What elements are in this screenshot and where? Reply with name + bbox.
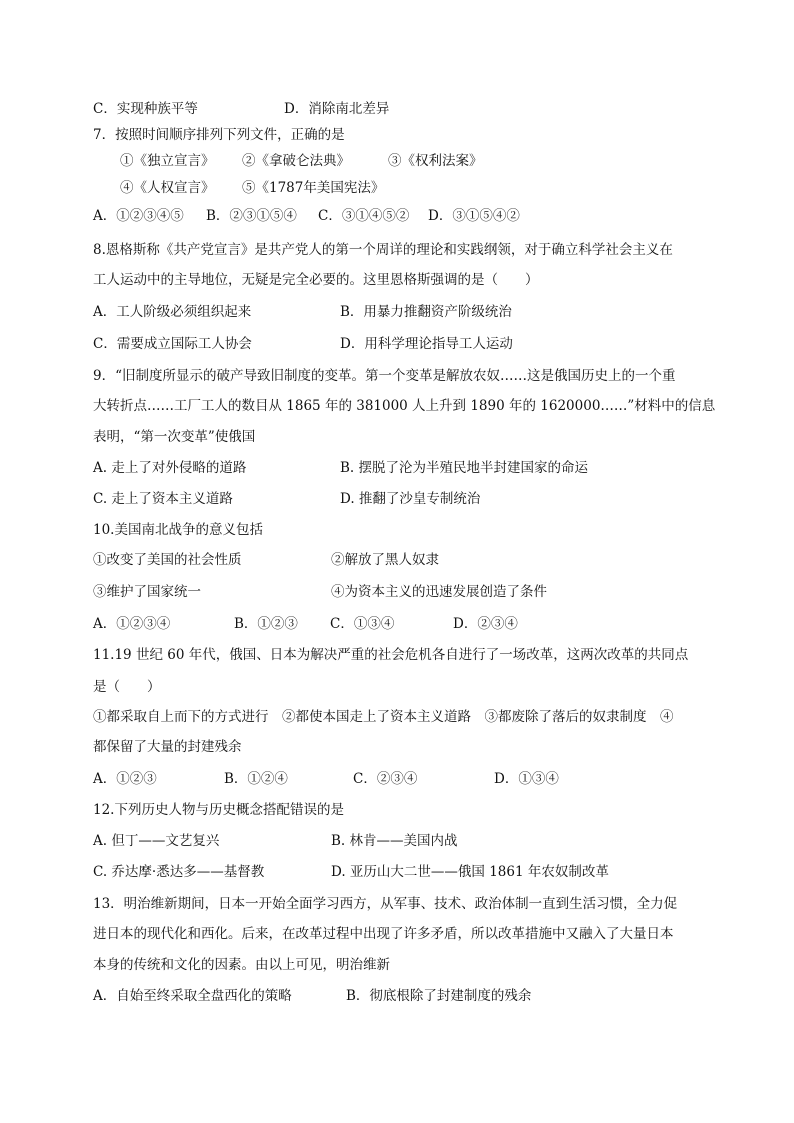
- q13-option-a: A．自始至终采取全盘西化的策略: [93, 988, 292, 1004]
- q11-stem-line-2: 是（ ）: [93, 679, 161, 695]
- q7-option-a: A．①②③④⑤: [93, 208, 184, 224]
- q8-option-b: B．用暴力推翻资产阶级统治: [340, 304, 512, 320]
- q8-option-d: D．用科学理论指导工人运动: [340, 336, 513, 352]
- q12-option-b: B. 林肯——美国内战: [331, 833, 458, 849]
- q11-option-b: B．①②④: [224, 771, 288, 787]
- q10-item-4: ④为资本主义的迅速发展创造了条件: [331, 584, 547, 600]
- q13-stem-line-3: 本身的传统和文化的因素。由以上可见，明治维新: [93, 957, 390, 973]
- q12-stem: 12.下列历史人物与历史概念搭配错误的是: [93, 802, 344, 818]
- q10-stem: 10.美国南北战争的意义包括: [93, 522, 263, 538]
- q7-option-b: B．②③①⑤④: [206, 208, 297, 224]
- q13-option-b: B．彻底根除了封建制度的残余: [346, 988, 532, 1004]
- q12-option-d: D. 亚历山大二世——俄国 1861 年农奴制改革: [331, 864, 609, 880]
- q9-stem-line-3: 表明，“第一次变革”使俄国: [93, 429, 256, 445]
- q11-items-line-2: 都保留了大量的封建残余: [93, 739, 242, 755]
- q10-item-2: ②解放了黑人奴隶: [331, 552, 439, 568]
- q9-option-b: B. 摆脱了沦为半殖民地半封建国家的命运: [340, 460, 589, 476]
- q10-option-b: B．①②③: [234, 616, 298, 632]
- q7-item-1: ①《独立宣言》: [120, 153, 215, 169]
- q9-option-d: D. 推翻了沙皇专制统治: [340, 491, 481, 507]
- q9-option-c: C. 走上了资本主义道路: [93, 491, 233, 507]
- q11-stem-line-1: 11.19 世纪 60 年代，俄国、日本为解决严重的社会危机各自进行了一场改革，这两次改革的共同点: [93, 647, 689, 663]
- q11-option-d: D．①③④: [494, 771, 559, 787]
- q11-items-line-1: ①都采取自上而下的方式进行 ②都使本国走上了资本主义道路 ③都废除了落后的奴隶制度 ④: [93, 709, 674, 725]
- q9-stem-line-1: 9．“旧制度所显示的破产导致旧制度的变革。第一个变革是解放农奴……这是俄国历史上的一个重: [93, 368, 676, 384]
- q6-option-d: D．消除南北差异: [284, 101, 390, 117]
- q12-option-c: C. 乔达摩·悉达多——基督教: [93, 864, 265, 880]
- q9-option-a: A. 走上了对外侵略的道路: [93, 460, 247, 476]
- q10-item-3: ③维护了国家统一: [93, 584, 201, 600]
- q7-item-3: ③《权利法案》: [388, 153, 483, 169]
- q7-option-d: D．③①⑤④②: [428, 208, 520, 224]
- q10-option-c: C．①③④: [330, 616, 395, 632]
- q11-option-c: C．②③④: [353, 771, 418, 787]
- q10-item-1: ①改变了美国的社会性质: [93, 552, 242, 568]
- q13-stem-line-2: 进日本的现代化和西化。后来，在改革过程中出现了许多矛盾，所以改革措施中又融入了大量日本: [93, 926, 674, 942]
- q10-option-a: A．①②③④: [93, 616, 171, 632]
- q8-stem-line-1: 8.恩格斯称《共产党宣言》是共产党人的第一个周详的理论和实践纲领，对于确立科学社会主义在: [93, 242, 673, 258]
- q8-option-c: C．需要成立国际工人协会: [93, 336, 252, 352]
- q7-item-2: ②《拿破仑法典》: [242, 153, 350, 169]
- q13-stem-line-1: 13．明治维新期间，日本一开始全面学习西方，从军事、技术、政治体制一直到生活习惯，全力促: [93, 896, 678, 912]
- q9-stem-line-2: 大转折点……工厂工人的数目从 1865 年的 381000 人上升到 1890 年的 1620000……”材料中的信息: [93, 398, 716, 414]
- q6-option-c: C．实现种族平等: [93, 101, 198, 117]
- q12-option-a: A. 但丁——文艺复兴: [93, 833, 220, 849]
- q7-option-c: C．③①④⑤②: [318, 208, 410, 224]
- q8-stem-line-2: 工人运动中的主导地位，无疑是完全必要的。这里恩格斯强调的是（ ）: [93, 272, 539, 288]
- q8-option-a: A．工人阶级必须组织起来: [93, 304, 252, 320]
- q7-item-5: ⑤《1787年美国宪法》: [242, 180, 385, 196]
- q7-stem: 7．按照时间顺序排列下列文件，正确的是: [93, 127, 345, 143]
- q10-option-d: D．②③④: [453, 616, 518, 632]
- q11-option-a: A．①②③: [93, 771, 157, 787]
- q7-item-4: ④《人权宣言》: [120, 180, 215, 196]
